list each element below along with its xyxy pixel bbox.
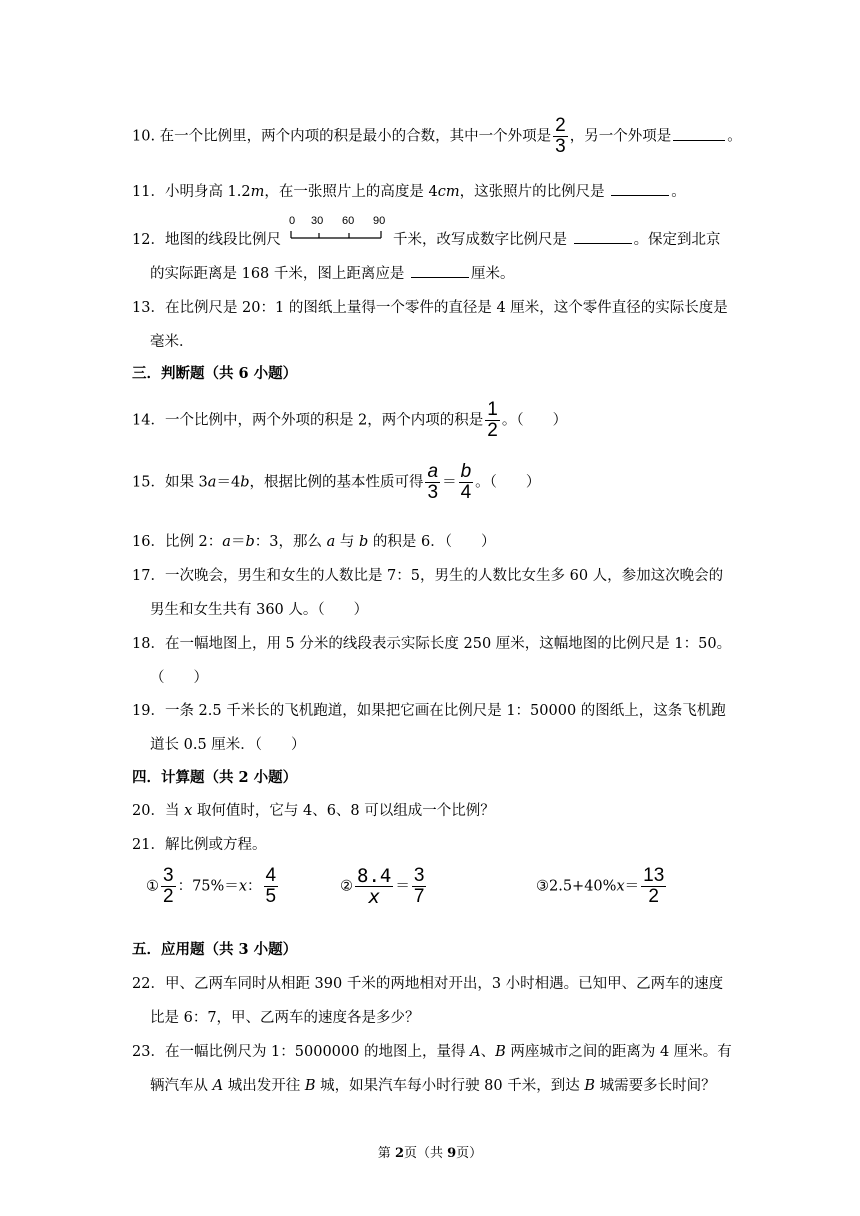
equation-2: ② $\frac{8.4}{x}$ ＝ $\frac{3}{7}$	[340, 865, 425, 908]
question-21: 21．解比例或方程。	[132, 837, 267, 853]
question-11: 11．小明身高 1.2m，在一张照片上的高度是 4cm，这张照片的比例尺是 。	[132, 184, 686, 200]
fraction-b-over-4: $\frac{b}{4}$	[460, 461, 472, 503]
question-19: 19．一条 2.5 千米长的飞机跑道，如果把它画在比例尺是 1：50000 的图纸上，这条飞机跑	[132, 703, 726, 719]
fraction-two-thirds: $\frac{2}{3}$	[555, 115, 566, 157]
section-3-heading: 三．判断题（共 6 小题）	[132, 365, 298, 382]
question-22: 22．甲、乙两车同时从相距 390 千米的两地相对开出，3 小时相遇。已知甲、乙两车的速度	[132, 976, 724, 992]
fraction-one-half: $\frac{1}{2}$	[487, 399, 498, 441]
question-10-text: 10. 在一个比例里，两个内项的积是最小的合数，其中一个外项是	[132, 128, 552, 145]
answer-blank[interactable]	[411, 265, 469, 278]
fraction-thirteen-halves: $\frac{13}{2}$	[643, 865, 665, 907]
answer-blank[interactable]	[574, 231, 632, 244]
question-18-line2: （ ）	[150, 670, 208, 686]
scale-bar-ruler	[287, 214, 387, 246]
answer-blank[interactable]	[611, 183, 669, 196]
question-16: 16．比例 2：a＝b：3，那么 a 与 b 的积是 6．（ ）	[132, 534, 496, 550]
fraction-a-over-3: $\frac{a}{3}$	[427, 461, 439, 503]
question-12-line2: 的实际距离是 168 千米，图上距离应是 厘米。	[150, 266, 515, 282]
page-footer: 第 2页（共 9页）	[377, 1146, 483, 1161]
ruler-label: 90	[372, 215, 386, 227]
question-14: 14．一个比例中，两个外项的积是 2，两个内项的积是 $\frac{1}{2}$ 。（ ）	[132, 399, 568, 441]
question-13-line2: 毫米．	[150, 334, 194, 350]
question-20: 20．当 x 取何值时，它与 4、6、8 可以组成一个比例？	[132, 803, 495, 819]
total-pages: 9	[447, 1146, 457, 1161]
fraction-three-sevenths: $\frac{3}{7}$	[413, 865, 425, 907]
question-22-line2: 比是 6：7，甲、乙两车的速度各是多少？	[150, 1010, 420, 1026]
question-19-line2: 道长 0.5 厘米．（ ）	[150, 737, 306, 753]
question-12: 12．地图的线段比例尺 0 30 60 90 千米，改写成数字比例尺是 。保定到北京	[132, 215, 721, 248]
fraction-8-4-over-x: $\frac{8.4}{x}$	[357, 865, 392, 908]
answer-blank[interactable]	[673, 128, 725, 141]
fraction-three-halves: $\frac{3}{2}$	[163, 865, 174, 907]
current-page-number: 2	[394, 1146, 404, 1161]
question-15: 15．如果 3a＝4b，根据比例的基本性质可得 $\frac{a}{3}$ ＝ $\frac{b}{4}$ 。（ ）	[132, 461, 541, 503]
equation-1: ① $\frac{3}{2}$ ：75%＝x： $\frac{4}{5}$	[146, 865, 277, 907]
question-18: 18．在一幅地图上，用 5 分米的线段表示实际长度 250 厘米，这幅地图的比例尺是 1：50。	[132, 636, 732, 652]
ruler-label: 30	[310, 215, 324, 227]
section-4-heading: 四．计算题（共 2 小题）	[132, 769, 298, 786]
ruler-label: 60	[341, 215, 355, 227]
question-17: 17．一次晚会，男生和女生的人数比是 7：5，男生的人数比女生多 60 人，参加这次晚会的	[132, 568, 724, 584]
question-13: 13．在比例尺是 20：1 的图纸上量得一个零件的直径是 4 厘米，这个零件直径的实际长度是	[132, 300, 728, 316]
ruler-label: 0	[288, 215, 296, 227]
question-10: 10. 在一个比例里，两个内项的积是最小的合数，其中一个外项是 $\frac{2}{3}$ ，另一个外项是 。	[132, 115, 742, 157]
question-17-line2: 男生和女生共有 360 人。（ ）	[150, 602, 369, 618]
question-23: 23．在一幅比例尺为 1：5000000 的地图上，量得 A、B 两座城市之间的距离为 4 厘米。有	[132, 1044, 732, 1060]
section-5-heading: 五．应用题（共 3 小题）	[132, 941, 298, 958]
equation-3: ③2.5+40%x＝ $\frac{13}{2}$	[536, 865, 665, 907]
fraction-four-fifths: $\frac{4}{5}$	[265, 865, 277, 907]
question-23-line2: 辆汽车从 A 城出发开往 B 城，如果汽车每小时行驶 80 千米，到达 B 城需要多长时间？	[150, 1078, 716, 1094]
